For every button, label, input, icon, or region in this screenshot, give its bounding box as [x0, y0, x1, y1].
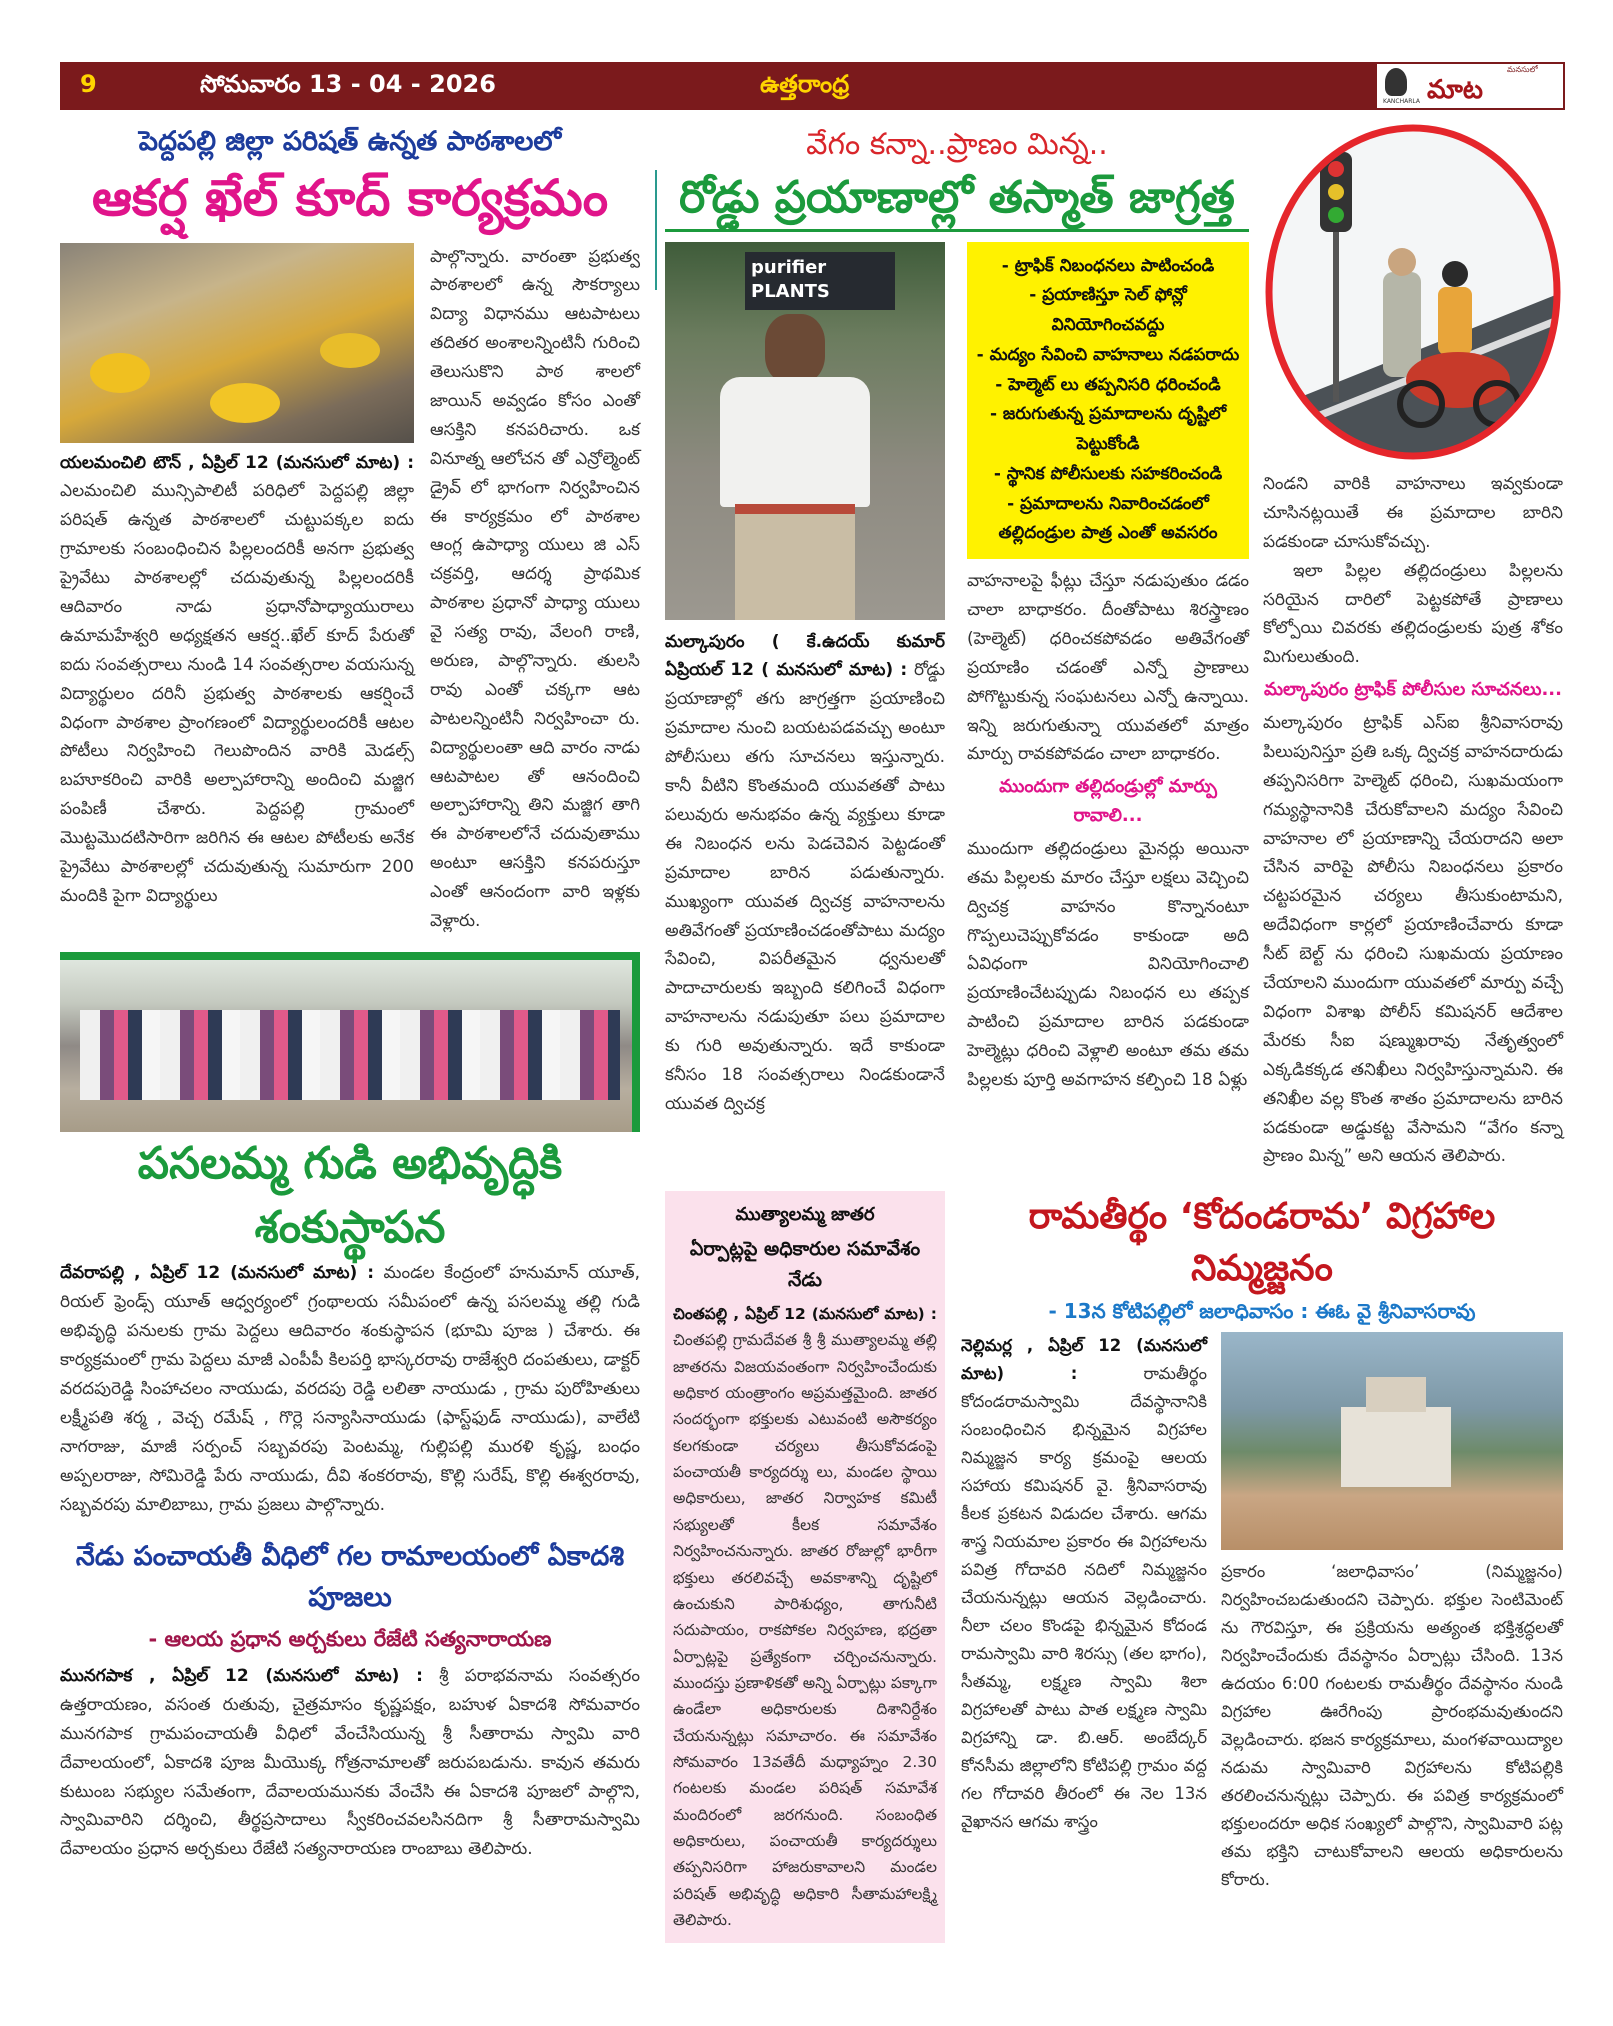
police-figure	[1383, 272, 1421, 377]
article3-headline: పసలమ్మ గుడి అభివృద్ధికి శంకుస్థాపన	[137, 1137, 563, 1253]
logo-main-text: మాట	[1427, 75, 1483, 105]
article2-body-col4: నిండని వారికి వాహనాలు ఇవ్వకుండా చూసినట్లయితే ఈ ప్రమాదాల బారిని పడకుండా చూసుకోవచ్చు.	[1263, 474, 1563, 552]
page-number: 9	[80, 70, 97, 98]
article2-body-col4b: ఇలా పిల్లల తల్లిదండ్రులు పిల్లలను సరియైన దారిలో పెట్టకపోతే ప్రాణాలు కోల్పోయి చివరకు తల్లిదండ్రులకు పుత్ర శోకం మిగులుతుంది.	[1263, 560, 1563, 668]
article2-body-col2: వాహనాలపై ఫీట్లు చేస్తూ నడుపుతుం డడం చాలా బాధాకరం. దీంతోపాటు శిరస్త్రాణం (హెల్మెట్) ధరించకపోవడం అతివేగంతో ప్రయాణిం చడంతో ఎన్నో ప్రాణాలు పోగొట్టుకున్న సంఘటనలు ఎన్నో ఉన్నాయి. ఇన్ని జరుగుతున్నా యువతలో మాత్రం మార్పు రావకపోవడం చాలా బాధాకరం.	[967, 571, 1249, 765]
article2-body-col1: రోడ్డు ప్రయాణాల్లో తగు జాగ్రత్తగా ప్రయాణించి ప్రమాదాల నుంచి బయటపడవచ్చు అంటూ పోలీసులు తగు సూచనలు ఇస్తున్నారు. కానీ వీటిని కొంతమంది యువతతో పాటు పలువురు అనుభవం ఉన్న వ్యక్తులు కూడా ఈ నిబంధన లను పెడచెవిన పెట్టడంతో ప్రమాదాల బారిన పడుతున్నారు. ముఖ్యంగా యువత ద్విచక్ర వాహనాలను అతివేగంతో ప్రయాణించడంతోపాటు మద్యం సేవించి, విపరీతమైన ధ్వనులతో పాదాచారులకు ఇబ్బంది కలిగించే విధంగా వాహనాలను నడుపుతూ పలు ప్రమాదాల కు గురి అవుతున్నారు. ఇదే కాకుండా కనీసం 18 సంవత్సరాలు నిండకుండానే యువత ద్విచక్ర	[665, 660, 945, 1114]
column-divider	[655, 170, 657, 290]
article6-body-col2: ప్రకారం ‘జలాధివాసం’ (నిమ్మజ్జనం) నిర్వహించబడుతుందని చెప్పారు. భక్తుల సెంటిమెంట్ ను గౌరవిస్తూ, ఈ ప్రక్రియను అత్యంత భక్తిశ్రద్ధలతో నిర్వహించేందుకు దేవస్థానం ఏర్పాట్లు చేసింది. 13న ఉదయం 6:00 గంటలకు రామతీర్థం దేవస్థానం నుండి విగ్రహాల ఊరేగింపు ప్రారంభమవుతుందని వెల్లడించారు. భజన కార్యక్రమాలు, మంగళవాయిద్యాల నడుమ స్వామివారి విగ్రహాలను కోటిపల్లికి తరలించనున్నట్లు చెప్పారు. ఈ పవిత్ర కార్యక్రమంలో భక్తులందరూ అధిక సంఖ్యలో పాల్గొని, స్వామివారి పట్ల తమ భక్తిని చాటుకోవాలని ఆలయ అధికారులను కోరారు.	[1221, 1561, 1563, 1890]
article5-kicker: ముత్యాలమ్మ జాతర	[735, 1204, 875, 1226]
motorcycle-icon	[1406, 352, 1510, 408]
article4-subheadline: - ఆలయ ప్రధాన అర్చకులు రేజేటి సత్యనారాయణ	[148, 1627, 552, 1652]
tip-item: - జరుగుతున్న ప్రమాదాలను దృష్టిలో పెట్టుకోండి	[989, 404, 1227, 455]
jatara-box	[665, 1191, 945, 1943]
traffic-tips-box	[967, 242, 1249, 560]
masthead-bar	[60, 62, 1565, 110]
article3-body: మండల కేంద్రంలో హనుమాన్ యూత్, రియల్ ఫ్రెండ్స్ యూత్ ఆధ్వర్యంలో గ్రంథాలయ సమీపంలో ఉన్న పసలమ్మ తల్లి గుడి అభివృద్ధి పనులకు గ్రామ పెద్దలు ఆదివారం శంకుస్థాపన (భూమి పూజ ) చేశారు. ఈ కార్యక్రమంలో గ్రామ పెద్దలు మాజీ ఎంపీపీ కిలపర్తి భాస్కరరావు రాజేశ్వరి దంపతులు, డాక్టర్ వరదపురెడ్డి సింహాచలం నాయుడు, వరదపు రెడ్డి లలితా నాయుడు , గ్రామ పురోహితులు లక్ష్మీపతి శర్మ , వెచ్చ రమేష్ , గొర్లె సన్యాసినాయుడు (ఫాస్ట్‌ఫుడ్ నాయుడు), వాలేటి నాగరాజు, మాజీ సర్పంచ్ సబ్బవరపు పెంటమ్మ, గుల్లిపల్లి మురళి కృష్ణ, బంధం అప్పలరాజు, సోమిరెడ్డి పేరు నాయుడు, దీవి శంకరరావు, కొల్లి సురేష్, కొల్లి ఈశ్వరరావు, సబ్బవరపు మాలిబాబు, గ్రామ ప్రజలు పాల్గొన్నారు.	[60, 1263, 640, 1515]
photo-sign-text: purifier PLANTS	[745, 252, 895, 310]
tip-item: - మద్యం సేవించి వాహనాలు నడపరాదు	[976, 344, 1240, 365]
left-column	[60, 122, 640, 1864]
right-region	[665, 122, 1563, 1943]
article6-headline: రామతీర్థం ‘కోదండరామ’ విగ్రహాల నిమ్మజ్జనం	[1028, 1196, 1496, 1290]
article5-body: చింతపల్లి గ్రామదేవత శ్రీ శ్రీ ముత్యాలమ్మ తల్లి జాతరను విజయవంతంగా నిర్వహించేందుకు అధికార యంత్రాంగం అప్రమత్తమైంది. జాతర సందర్భంగా భక్తులకు ఎటువంటి అసౌకర్యం కలగకుండా చర్యలు తీసుకోవడంపై పంచాయతీ కార్యదర్శు లు, మండల స్థాయి అధికారులు, జాతర నిర్వాహక కమిటీ సభ్యులతో కీలక సమావేశం నిర్వహించనున్నారు. జాతర రోజుల్లో భారీగా భక్తులు తరలివచ్చే అవకాశాన్ని దృష్టిలో ఉంచుకుని పారిశుధ్యం, తాగునీటి సదుపాయం, రాకపోకల నిర్వహణ, భద్రతా ఏర్పాట్లపై ప్రత్యేకంగా చర్చించనున్నారు. ముందస్తు ప్రణాళికతో అన్ని ఏర్పాట్లు పక్కాగా ఉండేలా అధికారులకు దిశానిర్దేశం చేయనున్నట్లు సమాచారం. ఈ సమావేశం సోమవారం 13వతేదీ మధ్యాహ్నం 2.30 గంటలకు మండల పరిషత్ సమావేశ మందిరంలో జరగనుంది. సంబంధిత అధికారులు, పంచాయతీ కార్యదర్శులు తప్పనిసరిగా హాజరుకావాలని మండల పరిషత్ అభివృద్ధి అధికారి సీతామహాలక్ష్మి తెలిపారు.	[673, 1331, 937, 1929]
article6-body-col1: రామతీర్థం కోదండరామస్వామి దేవస్థానానికి సంబంధించిన భిన్నమైన విగ్రహాల నిమ్మజ్జన కార్య క్రమంపై ఆలయ సహాయ కమిషనర్ వై. శ్రీనివాసరావు కీలక ప్రకటన విడుదల చేశారు. ఆగమ శాస్త్ర నియమాల ప్రకారం ఈ విగ్రహాలను పవిత్ర గోదావరి నదిలో నిమ్మజ్జనం చేయనున్నట్లు ఆయన వెల్లడించారు. నీలా చలం కొండపై భిన్నమైన కోదండ రామస్వామి వారి శిరస్సు (తల భాగం), సీతమ్మ, లక్ష్మణ స్వామి శిలా విగ్రహాలతో పాటు పాత లక్ష్మణ స్వామి విగ్రహాన్ని డా. బి.ఆర్. అంబేద్కర్ కోనసీమ జిల్లాలోని కోటిపల్లి గ్రామం వద్ద గల గోదావరి తీరంలో ఈ నెల 13న వైఖానస ఆగమ శాస్త్రం	[961, 1363, 1207, 1832]
article1-dateline: యలమంచిలి టౌన్ , ఏప్రిల్ 12 (మనసులో మాట) :	[60, 452, 414, 473]
issue-date: సోమవారం 13 - 04 - 2026	[200, 70, 496, 98]
article2-subhead-police: మల్కాపురం ట్రాఫిక్ పోలీసుల సూచనలు...	[1264, 679, 1562, 701]
article6-subheadline: - 13న కోటిపల్లిలో జలాధివాసం : ఈఓ వై శ్రీనివాసరావు	[1048, 1298, 1476, 1323]
article4-headline: నేడు పంచాయతీ వీధిలో గల రామాలయంలో ఏకాదశి పూజలు	[75, 1541, 625, 1613]
tip-item: - హెల్మెట్ లు తప్పనిసరి ధరించండి	[995, 374, 1221, 395]
temple-foundation-group-photo	[60, 952, 640, 1132]
tip-item: - ప్రమాదాలను నివారించడంలో తల్లిదండ్రుల పాత్ర ఎంతో అవసరం	[998, 493, 1218, 544]
article2-kicker: వేగం కన్నా..ప్రాణం మిన్న..	[806, 127, 1108, 162]
tip-item: - ట్రాఫిక్ నిబంధనలు పాటించండి	[1001, 255, 1215, 276]
article4-body: శ్రీ పరాభవనామ సంవత్సరం ఉత్తరాయణం, వసంత రుతువు, చైత్రమాసం కృష్ణపక్షం, బహుళ ఏకాదశి సోమవారం మునగపాక గ్రామపంచాయతీ వీధిలో వేంచేసియున్న శ్రీ సీతారామ స్వామి వారి దేవాలయంలో, ఏకాదశి పూజ మీయొక్క గోత్రనామాలతో జరుపబడును. కావున తమరు కుటుంబ సభ్యుల సమేతంగా, దేవాలయమునకు వేంచేసి ఈ ఏకాదశి పూజలో పాల్గొని, స్వామివారిని దర్శించి, తీర్థప్రసాదాలు స్వీకరించవలసినదిగా శ్రీ సీతారామస్వామి దేవాలయం ప్రధాన అర్చకులు రేజేటి సత్యనారాయణ రాంబాబు తెలిపారు.	[60, 1665, 640, 1860]
article1-kicker: పెద్దపల్లి జిల్లా పరిషత్ ఉన్నత పాఠశాలలో	[138, 126, 562, 157]
logo-small-text: మనసులో	[1507, 65, 1538, 74]
article1-body-col1: ఎలమంచిలి మున్సిపాలిటీ పరిధిలో పెద్దపల్లి జిల్లా పరిషత్ ఉన్నత పాఠశాలలో చుట్టుపక్కల ఐదు గ్రామాలకు సంబంధించిన పిల్లలందరికీ అనగా ప్రభుత్వ ప్రైవేటు పాఠశాలల్లో చదువుతున్న పిల్లలందరికీ ఆదివారం నాడు ప్రధానోపాధ్యాయురాలు ఉమామహేశ్వరి అధ్యక్షతన ఆకర్ష..ఖేల్ కూద్ పేరుతో ఐదు సంవత్సరాలు నుండి 14 సంవత్సరాల వయసున్న విద్యార్థులం దరినీ ప్రభుత్వ పాఠశాలకు ఆకర్షించే విధంగా పాఠశాల ప్రాంగణంలో విద్యార్థులందరికీ ఆటల పోటీలు నిర్వహించి గెలుపొందిన వారికి మెడల్స్ బహూకరించి వారికి అల్పాహారాన్ని అందించి మజ్జిగ పంపిణీ చేశారు. పెద్దపల్లి గ్రామంలో మొట్టమొదటిసారిగా జరిగిన ఈ ఆటల పోటీలకు అనేక ప్రైవేటు పాఠశాలల్లో చదువుతున్న సుమారుగా 200 మందికి పైగా విద్యార్థులు	[60, 481, 414, 906]
tip-item: - ప్రయాణిస్తూ సెల్ ఫోన్లో వినియోగించవద్దు	[1029, 285, 1187, 336]
article2-subhead-parents: ముందుగా తల్లిదండ్రుల్లో మార్పు రావాలి...	[999, 776, 1217, 827]
newspaper-logo	[1375, 62, 1565, 110]
article6-dateline: నెల్లిమర్ల , ఏప్రిల్ 12 (మనసులో మాట) :	[961, 1335, 1207, 1383]
article4-dateline: మునగపాక , ఏప్రిల్ 12 (మనసులో మాట) :	[60, 1665, 423, 1686]
founder-portrait-icon	[1385, 68, 1407, 96]
logo-caption: KANCHARLA	[1383, 98, 1420, 105]
article3-dateline: దేవరాపల్లి , ఏప్రిల్ 12 (మనసులో మాట) :	[60, 1263, 375, 1284]
article1-headline: ఆకర్ష ఖేల్ కూద్ కార్యక్రమం	[91, 168, 609, 227]
traffic-illustration	[1263, 122, 1563, 462]
article1-body-col2: పాల్గొన్నారు. వారంతా ప్రభుత్వ పాఠశాలలో ఉన్న సౌకర్యాలు విద్యా విధానము ఆటపాటలు తదితర అంశాలన్నింటినీ గురించి తెలుసుకొని పాఠ శాలలో జాయిన్ అవ్వడం కోసం ఎంతో ఆసక్తిని కనపరిచారు. ఒక వినూత్న ఆలోచన తో ఎన్రోల్మెంట్ డ్రైవ్ లో భాగంగా నిర్వహించిన ఈ కార్యక్రమం లో పాఠశాల ఆంగ్ల ఉపాధ్యా యులు జి ఎస్ చక్రవర్తి, ఆదర్శ ప్రాథమిక పాఠశాల ప్రధానో పాధ్యా యులు వై సత్య రావు, వేలంగి రాణి, అరుణ, పాల్గొన్నారు. తులసి రావు ఎంతో చక్కగా ఆట పాటలన్నింటినీ నిర్వహించా రు. విద్యార్థులంతా ఆది వారం నాడు ఆటపాటల తో ఆనందించి అల్పాహారాన్ని తిని మజ్జిగ తాగి ఈ పాఠశాలలోనే చదువుతాము అంటూ ఆసక్తిని కనపరుస్తూ ఎంతో ఆనందంగా వారి ఇళ్లకు వెళ్లారు.	[430, 246, 640, 931]
article2-headline: రోడ్డు ప్రయాణాల్లో తస్మాత్ జాగ్రత్త	[665, 167, 1249, 232]
article2-body-col3: ముందుగా తల్లిదండ్రులు మైనర్లు అయినా తమ పిల్లలకు మారం చేస్తూ లక్షలు వెచ్చించి ద్విచక్ర వాహనం కొన్నానంటూ గొప్పలుచెప్పుకోవడం కాకుండా అది ఏవిధంగా వినియోగించాలి ప్రయాణించేటప్పుడు నిబంధన లు తప్పక పాటించి ప్రమాదాల బారిన పడకుండా హెల్మెట్లు ధరించి వెళ్లాలి అంటూ తమ తమ పిల్లలకు పూర్తి అవగాహన కల్పించి 18 ఏళ్లు	[967, 838, 1249, 1091]
children-eating-photo	[60, 243, 414, 443]
ramatheertham-temple-photo	[1221, 1332, 1563, 1550]
article5-dateline: చింతపల్లి , ఏప్రిల్ 12 (మనసులో మాట) :	[673, 1305, 937, 1324]
article2-dateline: మల్కాపురం ( కే.ఉదయ్ కుమార్ ఏప్రియల్ 12 ( మనసులో మాట) :	[665, 631, 945, 681]
traffic-police-photo	[665, 242, 945, 620]
article2-body-col5: మల్కాపురం ట్రాఫిక్ ఎస్ఐ శ్రీనివాసరావు పిలుపునిస్తూ ప్రతి ఒక్క ద్విచక్ర వాహనదారుడు తప్పనిసరిగా హెల్మెట్ ధరించి, సుఖమయంగా గమ్యస్థానానికి చేరుకోవాలని మద్యం సేవించి వాహనాల లో ప్రయాణాన్ని చేయరాదని అలా చేసిన వారిపై పోలీసు నిబంధనలు ప్రకారం చట్టపరమైన చర్యలు తీసుకుంటామని, అదేవిధంగా కార్లలో ప్రయాణించేవారు కూడా సీట్ బెల్ట్ ను ధరించి సుఖమయ ప్రయాణం చేయాలని ముందుగా యువతలో మార్పు వచ్చే విధంగా విశాఖ పోలీస్ కమిషనర్ ఆదేశాల మేరకు సీఐ షణ్ముఖరావు నేతృత్వంలో ఎక్కడికక్కడ తనిఖీలు నిర్వహిస్తున్నామని. ఈ తనిఖీల వల్ల కొంత శాతం ప్రమాదాలను బారిన పడకుండా అడ్డుకట్ట వేసామని “వేగం కన్నా ప్రాణం మిన్న” అని ఆయన తెలిపారు.	[1263, 713, 1563, 1167]
tip-item: - స్థానిక పోలీసులకు సహకరించండి	[993, 463, 1223, 484]
article5-headline: ఏర్పాట్లపై అధికారుల సమావేశం నేడు	[689, 1238, 921, 1291]
section-name: ఉత్తరాంధ్ర	[760, 70, 850, 98]
rider-figure	[1438, 287, 1472, 355]
